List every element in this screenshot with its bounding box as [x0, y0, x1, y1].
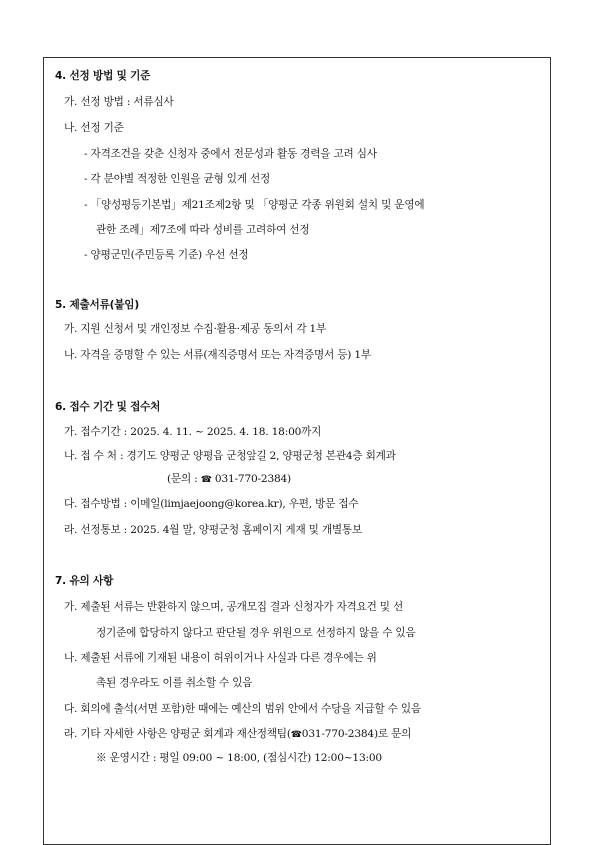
sec6-item-c: 다. 접수방법 : 이메일(limjaejoong@korea.kr), 우편, 방문 접수	[64, 498, 359, 510]
sec7-item-b-line1: 나. 제출된 서류에 기재된 내용이 허위이거나 사실과 다른 경우에는 위	[64, 652, 377, 664]
section-7-heading: 7. 유의 사항	[55, 575, 114, 587]
sec4-criterion-2: - 각 분야별 적정한 인원을 균형 있게 선정	[84, 173, 271, 185]
section-6-heading: 6. 접수 기간 및 접수처	[55, 401, 161, 413]
sec4-item-a: 가. 선정 방법 : 서류심사	[64, 96, 174, 108]
sec6-item-b: 나. 접 수 처 : 경기도 양평군 양평읍 군청앞길 2, 양평군청 본관4층 회계과	[64, 450, 396, 462]
sec6-contact-prefix: (문의 :	[167, 473, 201, 485]
sec6-contact	[167, 472, 291, 487]
sec7-item-d-suffix: 031-770-2384)로 문의	[301, 728, 412, 740]
sec4-criterion-4: - 양평군민(주민등록 기준) 우선 선정	[84, 249, 249, 261]
sec5-item-b: 나. 자격을 증명할 수 있는 서류(재직증명서 또는 자격증명서 등) 1부	[64, 349, 371, 361]
telephone-icon: ☎	[290, 730, 302, 740]
sec7-item-d-prefix: 라. 기타 자세한 사항은 양평군 회계과 재산정책팀(	[64, 728, 291, 740]
section-4-heading: 4. 선정 방법 및 기준	[55, 70, 151, 82]
sec6-item-a: 가. 접수기간 : 2025. 4. 11. ~ 2025. 4. 18. 18:00까지	[64, 426, 322, 438]
telephone-icon: ☎	[200, 475, 212, 485]
section-5-heading: 5. 제출서류(붙임)	[55, 299, 139, 311]
sec6-item-d: 라. 선정통보 : 2025. 4월 말, 양평군청 홈페이지 게재 및 개별통보	[64, 524, 362, 536]
sec5-item-a: 가. 지원 신청서 및 개인정보 수집·활용·제공 동의서 각 1부	[64, 323, 327, 335]
sec7-operating-hours-note: ※ 운영시간 : 평일 09:00 ~ 18:00, (점심시간) 12:00~13:00	[96, 752, 382, 764]
sec4-criterion-3-line1: - 「양성평등기본법」제21조제2항 및 「양평군 각종 위원회 설치 및 운영에	[84, 199, 425, 211]
sec4-criterion-1: - 자격조건을 갖춘 신청자 중에서 전문성과 활동 경력을 고려 심사	[84, 148, 377, 160]
sec7-item-a-line1: 가. 제출된 서류는 반환하지 않으며, 공개모집 결과 신청자가 자격요건 및 선	[64, 601, 404, 613]
sec7-item-c: 다. 회의에 출석(서면 포함)한 때에는 예산의 범위 안에서 수당을 지급할 수 있음	[64, 703, 421, 715]
sec7-item-a-line2: 정기준에 합당하지 않다고 판단될 경우 위원으로 선정하지 않을 수 있음	[96, 627, 416, 639]
sec4-item-b: 나. 선정 기준	[64, 122, 124, 134]
sec7-item-d	[64, 727, 411, 742]
sec4-criterion-3-line2: 관한 조례」제7조에 따라 성비를 고려하여 선정	[96, 224, 310, 236]
sec7-item-b-line2: 촉된 경우라도 이를 취소할 수 있음	[96, 677, 253, 689]
sec6-contact-number: 031-770-2384)	[211, 473, 291, 485]
